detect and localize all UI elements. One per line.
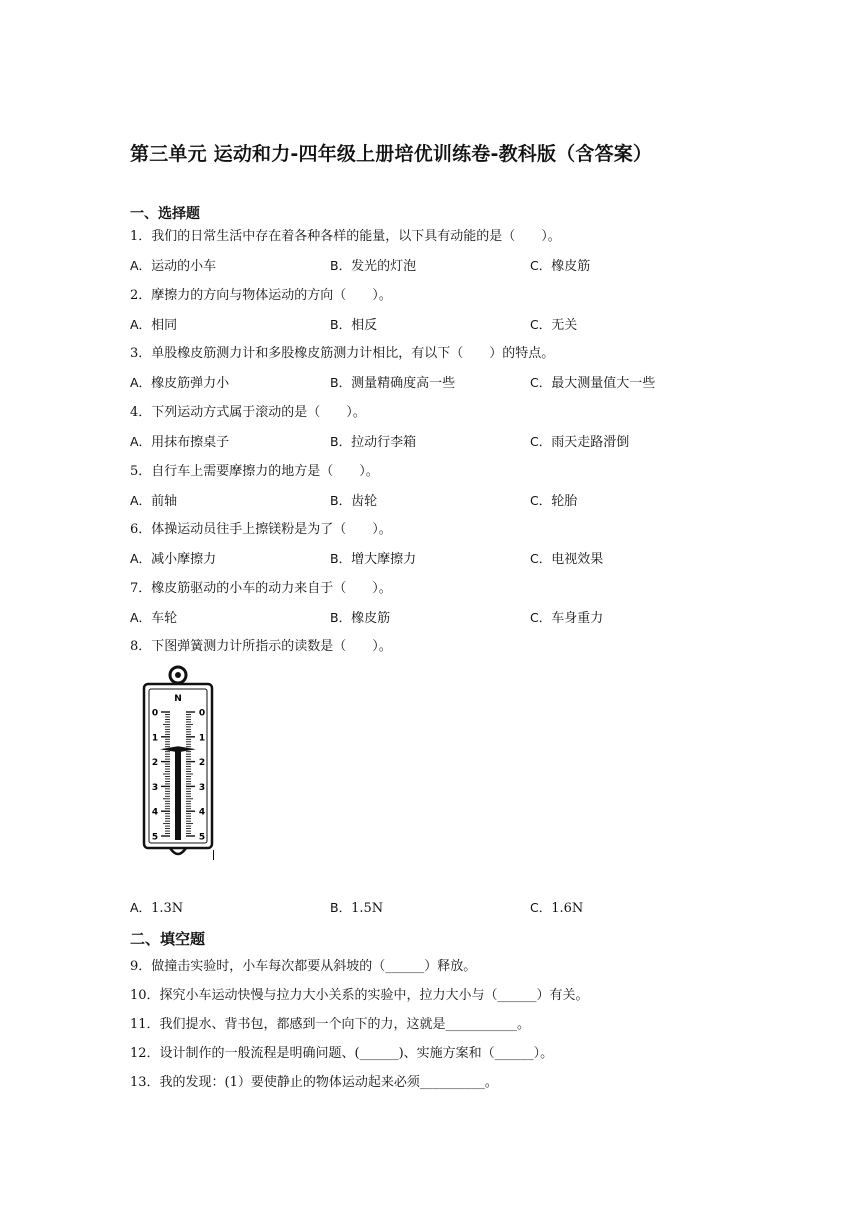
option-c: C．轮胎 <box>530 493 578 509</box>
fill-question: 10．探究小车运动快慢与拉力大小关系的实验中，拉力大小与（______）有关。 <box>130 988 589 1003</box>
option-a: A．车轮 <box>130 610 178 626</box>
option-c: C．雨天走路滑倒 <box>530 434 630 450</box>
scale-label: 2 <box>198 758 206 769</box>
option-a: A．用抹布擦桌子 <box>130 434 230 450</box>
option-a: A．减小摩擦力 <box>130 551 217 567</box>
scale-label: 5 <box>151 832 159 843</box>
question-text: 1．我们的日常生活中存在着各种各样的能量，以下具有动能的是（ ）。 <box>130 229 561 244</box>
scale-label: 0 <box>198 708 206 719</box>
scale-label: 1 <box>151 733 159 744</box>
option-c: C．1.6N <box>530 900 584 916</box>
fill-question: 9．做撞击实验时，小车每次都要从斜坡的（______）释放。 <box>130 959 477 974</box>
fill-question: 12．设计制作的一般流程是明确问题、(______)、实施方案和（______）。 <box>130 1046 554 1061</box>
page-title: 第三单元 运动和力-四年级上册培优训练卷-教科版（含答案） <box>130 143 653 165</box>
option-b: B．测量精确度高一些 <box>330 375 456 391</box>
scale-label: 1 <box>198 733 206 744</box>
option-b: B．拉动行李箱 <box>330 434 417 450</box>
option-b: B．橡皮筋 <box>330 610 391 626</box>
scale-label: 0 <box>151 708 159 719</box>
option-a: A．运动的小车 <box>130 258 217 274</box>
question-text: 3．单股橡皮筋测力计和多股橡皮筋测力计相比，有以下（ ）的特点。 <box>130 346 555 361</box>
spring-scale-figure <box>140 664 220 864</box>
option-b: B．相反 <box>330 317 378 333</box>
question-text: 4．下列运动方式属于滚动的是（ ）。 <box>130 405 366 420</box>
fill-question: 11．我们提水、背书包，都感到一个向下的力，这就是___________。 <box>130 1017 531 1032</box>
option-a: A．1.3N <box>130 900 184 916</box>
unit-label: N <box>174 694 182 704</box>
option-b: B．齿轮 <box>330 493 378 509</box>
spring-rod <box>175 750 181 840</box>
question-text: 5．自行车上需要摩擦力的地方是（ ）。 <box>130 464 379 479</box>
scale-label: 3 <box>151 782 159 793</box>
scale-label: 2 <box>151 758 159 769</box>
scale-label: 3 <box>198 782 206 793</box>
option-c: C．最大测量值大一些 <box>530 375 656 391</box>
question-text: 7．橡皮筋驱动的小车的动力来自于（ ）。 <box>130 581 392 596</box>
option-c: C．橡皮筋 <box>530 258 591 274</box>
question-text: 6．体操运动员往手上擦镁粉是为了（ ）。 <box>130 522 392 537</box>
section-heading-fill: 二、填空题 <box>130 930 206 948</box>
scale-label: 4 <box>198 807 206 818</box>
option-a: A．橡皮筋弹力小 <box>130 375 230 391</box>
option-c: C．无关 <box>530 317 578 333</box>
option-b: B．发光的灯泡 <box>330 258 417 274</box>
option-b: B．1.5N <box>330 900 384 916</box>
fill-question: 13．我的发现：(1）要使静止的物体运动起来必须__________。 <box>130 1075 498 1090</box>
scale-label: 4 <box>151 807 159 818</box>
question-text: 2．摩擦力的方向与物体运动的方向（ ）。 <box>130 288 392 303</box>
option-a: A．相同 <box>130 317 178 333</box>
scale-label: 5 <box>198 832 206 843</box>
option-c: C．车身重力 <box>530 610 604 626</box>
question-text: 8．下图弹簧测力计所指示的读数是（ ）。 <box>130 639 392 654</box>
figure-mark <box>213 850 214 860</box>
option-b: B．增大摩擦力 <box>330 551 417 567</box>
section-heading-choice: 一、选择题 <box>130 206 200 222</box>
option-c: C．电视效果 <box>530 551 604 567</box>
option-a: A．前轴 <box>130 493 178 509</box>
